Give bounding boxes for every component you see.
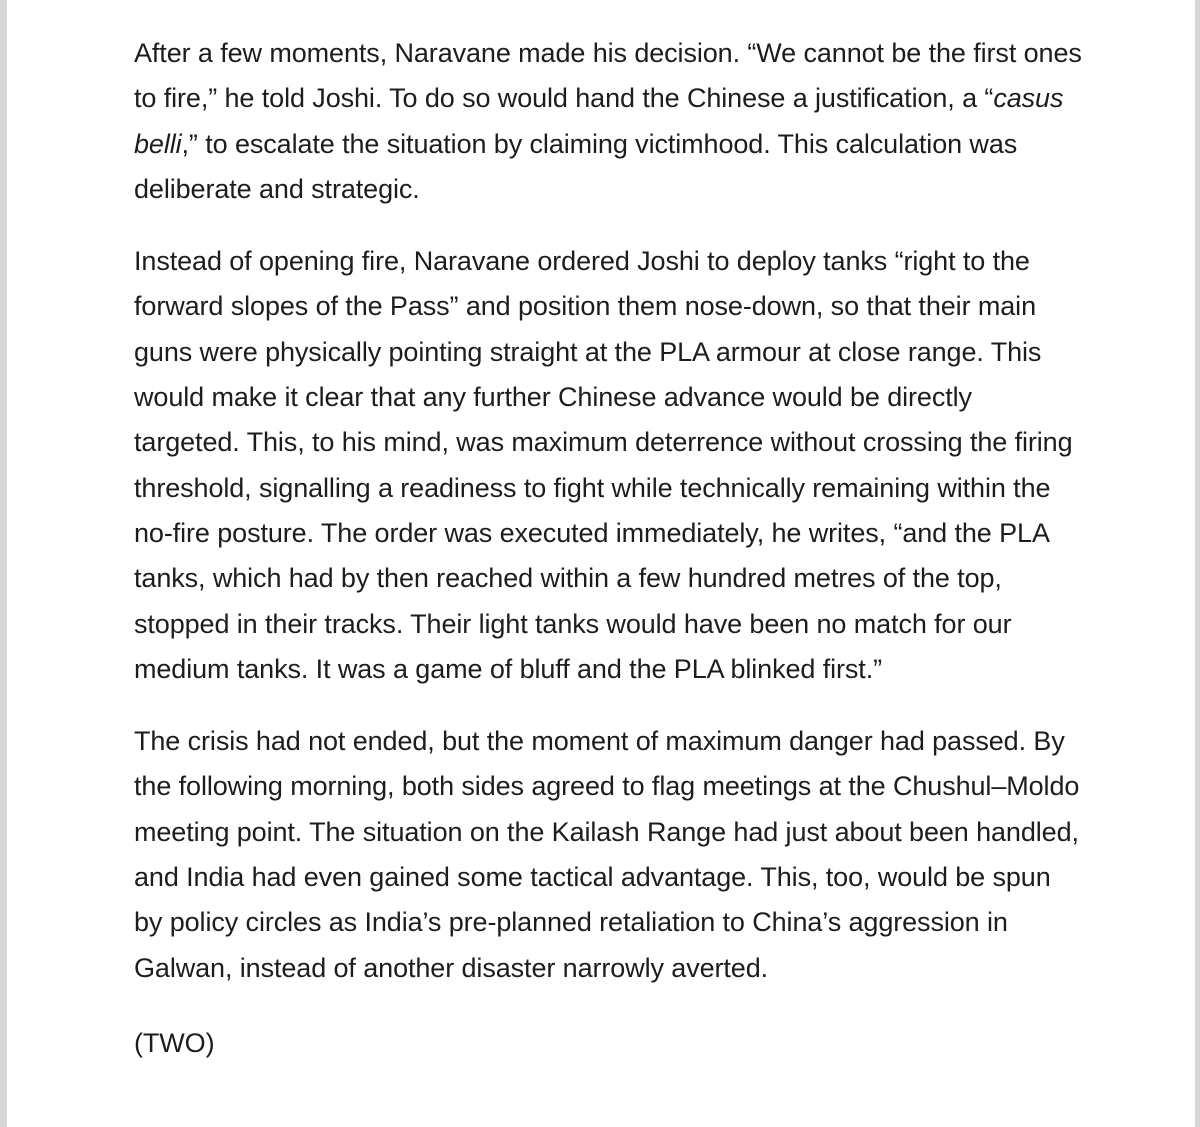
article-body — [134, 31, 1084, 1066]
next-section-heading: (TWO) — [134, 1027, 215, 1058]
paragraph-1-text-a: After a few moments, Naravane made his decision. “We cannot be the first ones to fire,” he told Joshi. To do so would hand the Chinese a justification, a “ — [134, 38, 1082, 114]
paragraph-2: Instead of opening fire, Naravane ordered Joshi to deploy tanks “right to the forward slopes of the Pass” and position them nose-down, so that their main guns were physically pointing straight at the PLA armour at close range. This would make it clear that any further Chinese advance would be directly targeted. This, to his mind, was maximum deterrence without crossing the firing threshold, signalling a readiness to fight while technically remaining within the no-fire posture. The order was executed immediately, he writes, “and the PLA tanks, which had by then reached within a few hundred metres of the top, stopped in their tracks. Their light tanks would have been no match for our medium tanks. It was a game of bluff and the PLA blinked first.” — [134, 246, 1073, 684]
paragraph-3: The crisis had not ended, but the moment of maximum danger had passed. By the following morning, both sides agreed to flag meetings at the Chushul–Moldo meeting point. The situation on the Kailash Range had just about been handled, and India had even gained some tactical advantage. This, too, would be spun by policy circles as India’s pre-planned retaliation to China’s aggression in Galwan, instead of another disaster narrowly averted. — [134, 726, 1080, 983]
paragraph-1-text-b: ,” to escalate the situation by claiming victimhood. This calculation was deliberate and strategic. — [134, 128, 1018, 204]
paragraph-1 — [134, 31, 1084, 212]
paragraph-1-italic-term: casus belli — [134, 83, 1064, 159]
page-right-border — [1195, 0, 1200, 1127]
page-left-border — [0, 0, 7, 1127]
